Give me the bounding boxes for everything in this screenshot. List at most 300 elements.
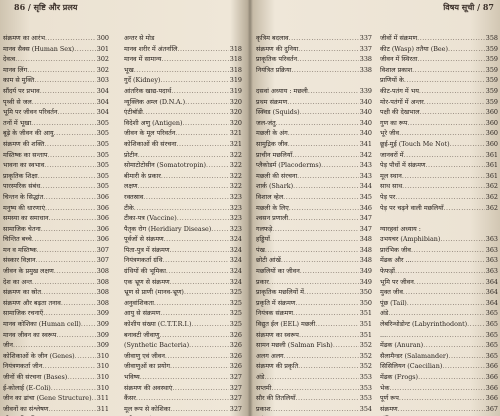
index-entry-page: 362: [485, 192, 498, 201]
index-entry: [380, 351, 498, 362]
index-entry-title: नियंत्रणकर्ता जीन: [3, 362, 43, 371]
index-entry-title: ई-कोलाई (E-Coli): [3, 383, 51, 392]
index-entry-page: 351: [359, 320, 372, 329]
index-entry: [124, 203, 242, 214]
leader-dots: [424, 97, 485, 108]
index-entry: [3, 139, 109, 150]
index-entry: [124, 118, 242, 129]
index-entry: [256, 319, 372, 330]
index-entry-page: 320: [229, 97, 242, 106]
leader-dots: [289, 203, 359, 214]
index-entry-title: काम से मुक्ति: [3, 76, 35, 85]
index-entry-title: मछली के अंग: [256, 129, 288, 138]
leader-dots: [414, 277, 485, 288]
index-entry-page: 304: [96, 97, 109, 106]
index-entry: [124, 65, 242, 76]
index-entry: [380, 160, 498, 171]
leader-dots: [81, 319, 96, 330]
index-entry-page: 359: [485, 44, 498, 53]
index-entry: [380, 213, 498, 224]
index-entry: [380, 234, 498, 245]
index-entry-page: 327: [229, 404, 242, 413]
index-entry: [124, 97, 242, 108]
leader-dots: [163, 255, 229, 266]
index-entry: [124, 340, 242, 351]
index-entry: [3, 393, 109, 404]
index-entry-page: 353: [359, 373, 372, 381]
leader-dots: [138, 150, 229, 161]
index-entry-page: 322: [229, 171, 242, 180]
leader-dots: [450, 139, 485, 150]
index-entry-page: 342: [359, 150, 372, 159]
leader-dots: [287, 97, 359, 108]
index-entry-page: 362: [485, 203, 498, 212]
index-entry: [380, 171, 498, 182]
index-entry: [3, 150, 109, 161]
left-page-header: 86 / सृष्टि और प्रलय: [14, 2, 78, 12]
index-entry-title: विशाल प्रकाश: [380, 65, 413, 74]
leader-dots: [296, 393, 359, 404]
index-entry-page: 309: [96, 341, 109, 350]
index-entry: [256, 128, 372, 139]
leader-dots: [140, 372, 229, 383]
leader-dots: [67, 372, 96, 383]
leader-dots: [419, 86, 485, 97]
index-entry: [256, 383, 372, 394]
index-entry: [380, 65, 498, 76]
index-entry: [256, 97, 372, 108]
index-entry: [380, 298, 498, 309]
index-entry-title: पिता-पुत्र में संक्रमण: [124, 245, 170, 254]
index-entry-title: प्रारंभिक जीव: [380, 245, 411, 254]
leader-dots: [34, 75, 95, 86]
index-entry-page: 309: [96, 309, 109, 318]
index-entry: [3, 86, 109, 97]
leader-dots: [162, 54, 229, 65]
index-entry: [124, 150, 242, 161]
index-entry-page: 363: [485, 256, 498, 265]
index-entry-title: पैतृक रोग (Heridiary Disease): [124, 224, 212, 233]
index-entry-page: 347: [359, 224, 372, 233]
index-entry: [124, 128, 242, 139]
index-entry: [124, 171, 242, 182]
leader-dots: [177, 44, 228, 55]
index-entry: [256, 86, 372, 97]
index-entry-title: अंडे: [256, 373, 265, 381]
leader-dots: [211, 224, 229, 235]
leader-dots: [175, 128, 229, 139]
index-entry-page: 360: [485, 139, 498, 148]
index-entry-page: 364: [485, 288, 498, 297]
index-entry-title: संक्रमण का स्रोत: [3, 288, 41, 297]
index-entry-title: कोशिकाओं के जीन (Genes): [3, 351, 75, 360]
leader-dots: [172, 383, 228, 394]
index-entry-page: 344: [359, 182, 372, 191]
leader-dots: [388, 308, 484, 319]
leader-dots: [412, 255, 485, 266]
index-entry: [380, 128, 498, 139]
index-entry-page: 338: [359, 55, 372, 64]
index-entry-title: प्रकृति में संक्रमण: [256, 298, 296, 307]
index-entry-page: 321: [229, 139, 242, 148]
index-entry-title: स्क्विड (Squids): [256, 108, 300, 117]
index-entry: [256, 118, 372, 129]
index-entry: [124, 192, 242, 203]
index-entry-title: मानव में सामान्य: [124, 55, 162, 64]
leader-dots: [402, 181, 485, 192]
index-entry-page: 360: [485, 108, 498, 117]
index-entry: [124, 404, 242, 415]
index-entry: [3, 54, 109, 65]
index-entry-title: प्रकाश: [256, 404, 271, 413]
index-entry-title: प्राकृतिक परिवर्तन: [256, 55, 298, 64]
leader-dots: [299, 330, 359, 341]
index-entry-page: 318: [229, 55, 242, 64]
index-entry-page: 310: [96, 362, 109, 371]
index-entry-page: 306: [96, 235, 109, 244]
index-entry: [256, 298, 372, 309]
index-entry-page: 359: [485, 86, 498, 95]
index-entry-page: 305: [96, 182, 109, 191]
index-entry-title: कीट (Wasp) ततैया (Bee): [380, 44, 448, 53]
leader-dots: [75, 351, 96, 362]
index-entry-page: 363: [485, 267, 498, 276]
index-entry-title: मुक्त जीव: [380, 288, 403, 297]
leader-dots: [176, 139, 228, 150]
leader-dots: [411, 245, 485, 256]
index-entry-title: देश का अन्त: [3, 277, 32, 286]
index-entry-title: प्राकृतिक मछलियों में: [256, 288, 304, 297]
index-entry-title: सप्तमी: [256, 383, 272, 392]
leader-dots: [308, 86, 359, 97]
index-entry-title: लेबरिन्थोडोन्ट (Labyrinthodont): [380, 320, 468, 329]
index-entry: [3, 160, 109, 171]
index-entry-page: 322: [229, 161, 242, 170]
index-entry-page: 352: [359, 351, 372, 360]
index-entry-page: 307: [96, 256, 109, 265]
index-entry-title: टीके: [124, 203, 134, 212]
index-entry-title: कीट-पतंग में भय: [380, 86, 419, 95]
index-entry: [3, 224, 109, 235]
index-entry-title: अलग अलग: [256, 351, 284, 360]
leader-dots: [293, 308, 359, 319]
leader-dots: [13, 340, 96, 351]
leader-dots: [184, 287, 229, 298]
index-entry-page: 306: [96, 192, 109, 201]
index-entry-title: बनावटी जीवाणु: [124, 330, 160, 339]
leader-dots: [154, 298, 229, 309]
index-entry-page: 340: [359, 97, 372, 106]
index-entry-page: 363: [485, 245, 498, 254]
index-entry-page: 343: [359, 161, 372, 170]
index-entry: [124, 372, 242, 383]
index-entry-page: 302: [96, 55, 109, 64]
index-entry-page: 337: [359, 44, 372, 53]
index-entry: [3, 128, 109, 139]
index-entry-page: 323: [229, 224, 242, 233]
index-entry-title: कोशिकाओं की संरचना: [124, 139, 177, 148]
index-entry: [3, 171, 109, 182]
index-entry-page: 360: [485, 129, 498, 138]
index-entry-title: सामाजिक रचनाएँ: [3, 309, 44, 318]
leader-dots: [206, 160, 229, 171]
index-entry: [380, 75, 498, 86]
index-entry-page: 325: [229, 288, 242, 297]
index-entry-page: 303: [96, 76, 109, 85]
index-entry-page: 339: [359, 86, 372, 95]
index-entry: [256, 393, 372, 404]
leader-dots: [45, 203, 96, 214]
index-entry-page: 319: [229, 86, 242, 95]
index-entry-page: 348: [359, 256, 372, 265]
index-entry-page: 305: [96, 171, 109, 180]
index-entry-page: 326: [229, 330, 242, 339]
index-entry-page: 350: [359, 298, 372, 307]
leader-dots: [54, 266, 96, 277]
index-entry-page: 301: [96, 44, 109, 53]
leader-dots: [47, 150, 95, 161]
leader-dots: [297, 54, 359, 65]
leader-dots: [315, 319, 359, 330]
index-entry: [124, 54, 242, 65]
index-entry-title: मूल स्थान: [380, 171, 402, 180]
index-entry-page: 304: [96, 86, 109, 95]
index-entry-page: 363: [485, 235, 498, 244]
index-entry-page: 318: [229, 65, 242, 74]
leader-dots: [265, 245, 359, 256]
index-entry-title: छोटी आंखें: [256, 256, 281, 265]
index-entry-title: न्यूक्लिक अम्ल (D.N.A.): [124, 97, 186, 106]
leader-dots: [281, 255, 359, 266]
leader-dots: [189, 340, 229, 351]
index-entry-page: 340: [359, 108, 372, 117]
index-entry-page: 305: [96, 150, 109, 159]
leader-dots: [418, 372, 485, 383]
index-entry: [380, 255, 498, 266]
index-entry-page: 353: [359, 383, 372, 392]
index-entry-page: 311: [96, 404, 109, 413]
index-entry-page: 358: [485, 34, 498, 42]
index-entry-page: 365: [485, 309, 498, 318]
index-entry-title: एंटीबॉडी: [124, 108, 143, 117]
index-entry-page: 338: [359, 65, 372, 74]
index-entry-title: टीका-पत्र (Vaccine): [124, 214, 177, 223]
leader-dots: [61, 298, 96, 309]
index-entry: [380, 192, 498, 203]
index-entry: [124, 44, 242, 55]
leader-dots: [32, 277, 96, 288]
index-entry-title: गलफड़े: [256, 224, 273, 233]
index-entry-page: 348: [359, 235, 372, 244]
index-entry: [256, 203, 372, 214]
index-entry: [124, 277, 242, 288]
index-entry: [256, 404, 372, 415]
leader-dots: [54, 128, 96, 139]
right-page-header: विषय सूची / 87: [443, 2, 494, 12]
index-entry: [256, 107, 372, 118]
index-entry-title: जीनों की संरचना (Bases): [3, 373, 68, 381]
leader-dots: [288, 128, 359, 139]
leader-dots: [386, 330, 485, 341]
index-entry-title: विशाल व्हेल: [256, 192, 284, 201]
index-entry-page: 366: [485, 373, 498, 381]
index-entry: [256, 340, 372, 351]
index-entry: [3, 44, 109, 55]
index-entry: [3, 266, 109, 277]
index-entry-page: 308: [96, 288, 109, 297]
index-entry-title: मानव जीवन का स्वरूप: [3, 330, 57, 339]
index-entry: [256, 277, 372, 288]
index-entry: [256, 181, 372, 192]
index-entry: [380, 287, 498, 298]
index-entry-title: जीवन के प्रमुख लक्षण: [3, 267, 54, 276]
index-entry-page: 346: [359, 203, 372, 212]
index-entry-page: 308: [96, 298, 109, 307]
index-entry: [124, 287, 242, 298]
index-entry-title: मन व मस्तिष्क: [3, 245, 37, 254]
leader-dots: [161, 171, 229, 182]
index-entry-page: 322: [229, 182, 242, 191]
index-entry-title: ग्रंथियों की भूमिका: [124, 267, 166, 276]
index-entry: [256, 372, 372, 383]
index-entry-page: 365: [485, 341, 498, 350]
leader-dots: [423, 340, 485, 351]
index-entry: [3, 351, 109, 362]
index-entry: [3, 192, 109, 203]
index-entry-title: अंडे: [380, 309, 389, 318]
index-entry: [380, 277, 498, 288]
index-entry-page: 343: [359, 171, 372, 180]
leader-dots: [32, 234, 96, 245]
index-entry: [3, 255, 109, 266]
leader-dots: [300, 107, 359, 118]
leader-dots: [300, 266, 359, 277]
index-entry-title: पूंछ (Tail): [380, 298, 407, 307]
index-entry-title: जीन: [3, 341, 13, 350]
index-entry: [124, 160, 242, 171]
leader-dots: [426, 160, 485, 171]
index-entry-title: सामन मछली (Salman Fish): [256, 341, 333, 350]
index-entry-title: गुर्दे (Kidney): [124, 76, 161, 85]
index-entry-title: (Synthetic Bacteria): [124, 341, 190, 350]
index-entry: [256, 255, 372, 266]
index-entry-page: 361: [485, 161, 498, 170]
index-entry-page: 326: [229, 341, 242, 350]
leader-dots: [45, 33, 96, 44]
index-entry: [3, 404, 109, 415]
right-index-column-2: [380, 33, 498, 416]
index-entry-page: 324: [229, 245, 242, 254]
index-entry-title: मूल रूप से कोशिका: [124, 404, 171, 413]
index-entry-title: भूख: [124, 65, 134, 74]
index-entry-page: 310: [96, 383, 109, 392]
index-entry-page: 366: [485, 362, 498, 371]
index-entry: [380, 319, 498, 330]
leader-dots: [417, 54, 484, 65]
leader-dots: [291, 65, 358, 76]
index-entry-page: 323: [229, 203, 242, 212]
index-entry-title: रक्तस्राव: [124, 192, 144, 201]
index-entry: [124, 319, 242, 330]
index-entry-title: गुण का रूप: [380, 118, 408, 127]
leader-dots: [56, 330, 95, 341]
index-entry-title: मछलियों का जीवन: [256, 267, 300, 276]
index-entry-page: 366: [485, 383, 498, 392]
index-entry: [256, 75, 372, 86]
index-entry-title: मस्तिष्क का सन्ताप: [3, 150, 48, 159]
index-entry-title: बूढ़े के जीवन की आयु: [3, 129, 54, 138]
index-entry-page: 322: [229, 150, 242, 159]
index-entry-page: 347: [359, 214, 372, 223]
index-entry-title: संक्रमण की दुनिया: [256, 44, 299, 53]
index-entry-page: 341: [359, 139, 372, 148]
index-entry-title: विद्युत ईल (EEL) मछली: [256, 320, 316, 329]
index-entry: [380, 97, 498, 108]
index-entry-page: 320: [229, 118, 242, 127]
index-entry: [124, 330, 242, 341]
index-entry-title: मानव लिंग: [3, 65, 28, 74]
index-entry: [3, 287, 109, 298]
leader-dots: [295, 298, 358, 309]
leader-dots: [271, 404, 359, 415]
index-entry: [256, 44, 372, 55]
index-entry: [124, 308, 242, 319]
index-entry-title: कैंसर: [124, 394, 136, 403]
index-entry-page: 325: [229, 320, 242, 329]
leader-dots: [333, 340, 359, 351]
index-entry-title: ...: [380, 330, 387, 339]
index-entry-title: सौर की तितलियाँ: [256, 394, 296, 403]
index-entry-page: 324: [229, 235, 242, 244]
index-entry: [124, 266, 242, 277]
index-entry-title: बीमारी के प्रकार: [124, 171, 161, 180]
index-entry-page: 310: [96, 373, 109, 381]
index-entry-title: एक भ्रूण से संक्रमण: [124, 277, 170, 286]
index-entry-title: जीवों में संक्रमण: [380, 34, 418, 42]
leader-dots: [321, 160, 359, 171]
index-entry: [380, 33, 498, 44]
leader-dots: [269, 277, 359, 288]
index-entry: [256, 234, 372, 245]
index-entry: [256, 171, 372, 182]
leader-dots: [398, 404, 485, 415]
index-entry-title: प्लैकोडर्म (Placoderms): [256, 161, 322, 170]
index-entry-title: मछली के लिए: [256, 203, 289, 212]
leader-dots: [417, 33, 485, 44]
index-entry-page: 323: [229, 192, 242, 201]
index-entry: [3, 383, 109, 394]
index-entry-page: 365: [485, 330, 498, 339]
index-entry-title: जीन का ढांचा (Gene Structure): [3, 394, 92, 403]
index-entry: [380, 340, 498, 351]
leader-dots: [293, 181, 359, 192]
leader-dots: [284, 351, 359, 362]
index-entry-title: जानवरों में: [380, 150, 404, 159]
index-entry-title: प्राचीन मछलियाँ: [256, 150, 293, 159]
index-entry-page: 310: [96, 351, 109, 360]
index-entry-title: मेंढक और ...: [380, 256, 412, 265]
leader-dots: [403, 287, 485, 298]
index-entry-title: ग्यारहवां अध्याय :: [380, 224, 421, 233]
index-entry: [3, 340, 109, 351]
index-entry-page: 349: [359, 267, 372, 276]
index-entry-title: मानव कोशिका (Human cell): [3, 320, 81, 329]
index-entry: [124, 33, 242, 44]
index-entry-page: 351: [359, 309, 372, 318]
index-entry-page: 305: [96, 129, 109, 138]
leader-dots: [297, 171, 359, 182]
index-entry-title: पेड़ पर: [380, 192, 396, 201]
